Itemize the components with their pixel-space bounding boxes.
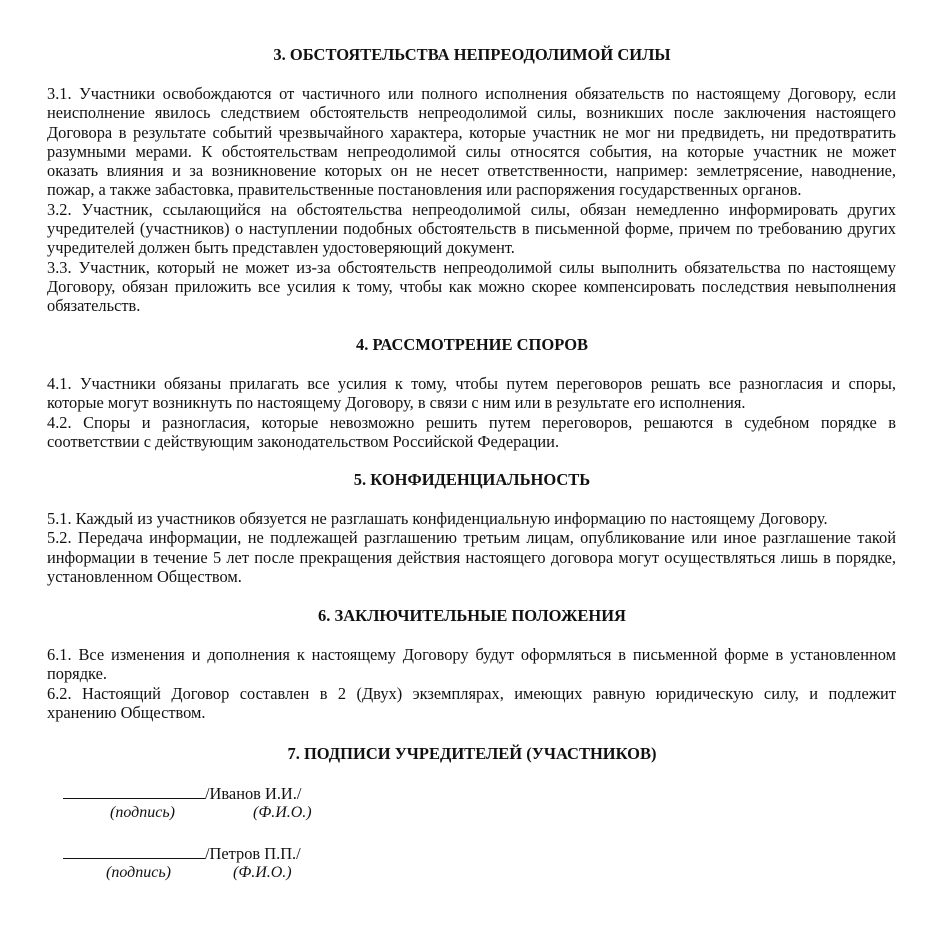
text-line: которые могут возникнуть по настоящему Договору, в связи с ним или в результате его исполнения. [47, 393, 746, 413]
signatory-name: /Петров П.П./ [205, 844, 301, 863]
section-3-heading: 3. ОБСТОЯТЕЛЬСТВА НЕПРЕОДОЛИМОЙ СИЛЫ [273, 45, 671, 64]
text-line: разумными мерами. К обстоятельствам непреодолимой силы относятся события, на которые участник не может [47, 141, 896, 161]
section-3-body [47, 84, 896, 316]
text-line: неисполнение явилось следствием обстоятельств непреодолимой силы, возникших после заключения настоящего [47, 103, 896, 123]
name-caption: (Ф.И.О.) [253, 804, 312, 821]
signature-line-1 [63, 784, 301, 803]
signatory-name: /Иванов И.И./ [205, 784, 302, 803]
signature-caption: (подпись) [110, 804, 175, 821]
section-5-heading: 5. КОНФИДЕНЦИАЛЬНОСТЬ [353, 470, 591, 489]
text-line: Договору, обязан приложить все усилия к тому, чтобы как можно скорее компенсировать последствия невыполнения [47, 276, 896, 296]
signature-line-2 [63, 844, 301, 863]
section-6-heading: 6. ЗАКЛЮЧИТЕЛЬНЫЕ ПОЛОЖЕНИЯ [318, 606, 626, 625]
text-line: 5.1. Каждый из участников обязуется не разглашать конфиденциальную информацию по настоящему Договору. [47, 509, 828, 528]
section-4-body [47, 374, 896, 451]
text-line: учредителей (участников) о наступлении подобных обстоятельств в письменной форме, причем по требованию других [47, 219, 896, 239]
section-4-heading: 4. РАССМОТРЕНИЕ СПОРОВ [355, 335, 589, 354]
text-line: 6.1. Все изменения и дополнения к настоящему Договору будут оформляться в письменной форме в установленном [47, 645, 896, 664]
text-line: порядке. [47, 664, 107, 684]
text-line: хранению Обществом. [47, 702, 206, 722]
text-line: 5.2. Передача информации, не подлежащей разглашению третьим лицам, опубликование или иное разглашение такой [47, 528, 896, 548]
text-line: Договора в результате событий чрезвычайного характера, которые участник не мог ни предвидеть, ни предотвратить [47, 122, 896, 142]
text-line: 6.2. Настоящий Договор составлен в 2 (Двух) экземплярах, имеющих равную юридическую силу, и подлежит [47, 683, 896, 703]
signature-blank [63, 784, 205, 799]
text-line: обязательств. [47, 296, 141, 316]
section-6-body [47, 645, 896, 722]
text-line: учредителей должен быть представлен удостоверяющий документ. [47, 238, 515, 258]
text-line: пожар, а также забастовка, правительственные постановления или распоряжения государственных органов. [47, 180, 802, 200]
text-line: 3.3. Участник, который не может из-за обстоятельств непреодолимой силы выполнить обязательства по настоящему [47, 257, 896, 277]
text-line: информации в течение 5 лет после прекращения действия настоящего договора могут осуществляться лишь в порядке, [47, 547, 896, 567]
section-7-heading: 7. ПОДПИСИ УЧРЕДИТЕЛЕЙ (УЧАСТНИКОВ) [287, 744, 657, 763]
text-line: соответствии с действующим законодательством Российской Федерации. [47, 431, 560, 451]
text-line: установленном Обществом. [47, 566, 242, 586]
text-line: 4.2. Споры и разногласия, которые невозможно решить путем переговоров, решаются в судебном порядке в [47, 412, 896, 432]
text-line: оказать влияния и за возникновение которых он не несет ответственности, например: землетрясение, наводнение, [47, 161, 896, 181]
signature-blank [63, 844, 205, 859]
section-5-body [47, 509, 896, 586]
text-line: 3.2. Участник, ссылающийся на обстоятельства непреодолимой силы, обязан немедленно информировать других [47, 199, 896, 219]
text-line: 4.1. Участники обязаны прилагать все усилия к тому, чтобы путем переговоров решать все разногласия и споры, [47, 374, 896, 393]
name-caption: (Ф.И.О.) [233, 864, 292, 881]
text-line: 3.1. Участники освобождаются от частичного или полного исполнения обязательств по настоящему Договору, если [47, 84, 896, 103]
signature-caption: (подпись) [106, 864, 171, 881]
